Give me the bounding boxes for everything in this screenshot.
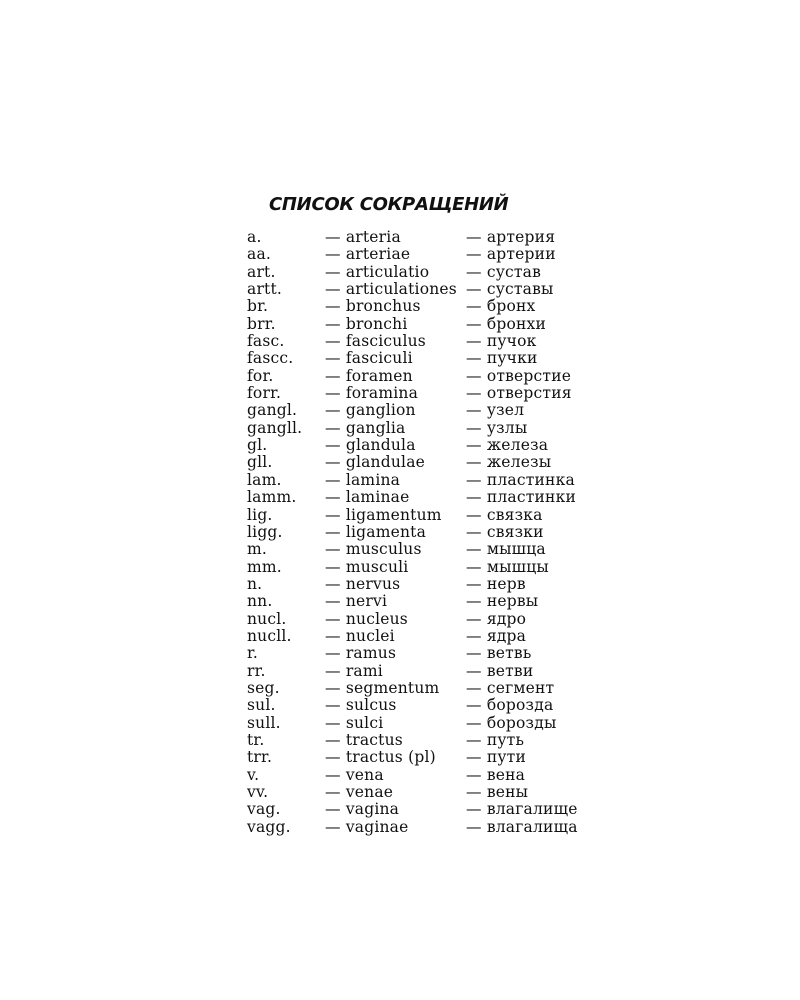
abbreviation-cell: tr. [247,730,265,749]
latin-term-cell: — vagina [325,800,400,819]
abbreviation-row [247,611,586,628]
abbreviation-cell: brr. [247,314,276,333]
russian-term-cell: — сегмент [466,678,555,697]
abbreviation-cell: forr. [247,384,282,403]
russian-term-cell: — нерв [466,574,526,593]
latin-term-cell: — foramen [325,366,413,385]
abbreviation-cell: lamm. [247,488,297,507]
abbreviation-cell: vag. [247,800,281,819]
latin-term-cell: — segmentum [325,678,440,697]
russian-term-cell: — узел [466,401,525,420]
russian-term-cell: — путь [466,730,525,749]
latin-term-cell: — nervi [325,592,388,611]
latin-term-cell: — musculus [325,540,422,559]
russian-term-cell: — отверстие [466,366,572,385]
abbreviation-row [247,246,586,263]
abbreviation-row [247,732,586,749]
russian-term-cell: — нервы [466,592,539,611]
abbreviation-row [247,472,586,489]
abbreviations-table [247,229,586,836]
abbreviation-cell: r. [247,644,259,663]
latin-term-cell: — venae [325,783,394,801]
latin-term-cell: — tractus (pl) [325,748,436,767]
russian-term-cell: — влагалища [466,817,578,836]
russian-term-cell: — железы [466,453,552,472]
latin-term-cell: — ligamenta [325,522,427,541]
russian-term-cell: — суставы [466,280,554,299]
russian-term-cell: — узлы [466,418,528,437]
russian-term-cell: — ядра [466,626,527,645]
abbreviation-row [247,524,586,541]
russian-term-cell: — ветвь [466,644,532,663]
russian-term-cell: — железа [466,436,549,455]
latin-term-cell: — glandulae [325,453,426,472]
russian-term-cell: — бронхи [466,314,547,333]
abbreviation-row [247,784,586,801]
abbreviation-row [247,628,586,645]
latin-term-cell: — bronchi [325,314,408,333]
latin-term-cell: — lamina [325,470,401,489]
abbreviation-row [247,541,586,558]
latin-term-cell: — ganglia [325,418,406,437]
latin-term-cell: — nuclei [325,626,395,645]
latin-term-cell: — articulationes [325,280,457,299]
abbreviation-cell: fasc. [247,332,285,351]
abbreviation-row [247,576,586,593]
latin-term-cell: — musculi [325,557,409,576]
russian-term-cell: — артерия [466,228,556,246]
russian-term-cell: — связка [466,505,543,524]
abbreviation-row [247,593,586,610]
abbreviation-row [247,298,586,315]
russian-term-cell: — мышца [466,540,546,559]
russian-term-cell: — пластинка [466,470,575,489]
latin-term-cell: — ramus [325,644,397,663]
abbreviation-row [247,801,586,818]
latin-term-cell: — tractus [325,730,403,749]
russian-term-cell: — мышцы [466,557,549,576]
abbreviation-cell: ligg. [247,522,283,541]
russian-term-cell: — ядро [466,609,527,628]
latin-term-cell: — articulatio [325,262,430,281]
abbreviation-row [247,489,586,506]
abbreviation-cell: aa. [247,245,272,264]
latin-term-cell: — fasciculi [325,349,413,368]
abbreviation-cell: v. [247,765,260,784]
abbreviation-cell: trr. [247,748,273,767]
latin-term-cell: — arteria [325,228,401,246]
abbreviation-cell: gangll. [247,418,303,437]
abbreviation-row [247,645,586,662]
russian-term-cell: — ветви [466,661,534,680]
abbreviation-row [247,715,586,732]
russian-term-cell: — пути [466,748,526,767]
abbreviation-row [247,385,586,402]
russian-term-cell: — бронх [466,297,536,316]
abbreviation-row [247,559,586,576]
abbreviation-cell: sull. [247,713,281,732]
latin-term-cell: — sulcus [325,696,397,715]
abbreviation-row [247,663,586,680]
abbreviation-cell: seg. [247,678,280,697]
page-title: СПИСОК СОКРАЩЕНИЙ [269,194,509,215]
russian-term-cell: — пучок [466,332,537,351]
abbreviation-cell: m. [247,540,268,559]
abbreviations-list [247,229,586,836]
russian-term-cell: — пластинки [466,488,576,507]
latin-term-cell: — fasciculus [325,332,426,351]
russian-term-cell: — артерии [466,245,556,264]
latin-term-cell: — glandula [325,436,416,455]
abbreviation-cell: gl. [247,436,268,455]
abbreviation-cell: mm. [247,557,282,576]
abbreviation-row [247,697,586,714]
latin-term-cell: — ligamentum [325,505,442,524]
latin-term-cell: — vena [325,765,384,784]
abbreviation-cell: vv. [247,783,269,801]
abbreviation-cell: lig. [247,505,273,524]
abbreviation-cell: nucll. [247,626,292,645]
abbreviation-cell: lam. [247,470,282,489]
russian-term-cell: — пучки [466,349,538,368]
abbreviation-row [247,507,586,524]
abbreviation-cell: gangl. [247,401,298,420]
abbreviation-cell: n. [247,574,263,593]
russian-term-cell: — влагалище [466,800,578,819]
abbreviation-row [247,350,586,367]
abbreviation-row [247,420,586,437]
abbreviation-cell: rr. [247,661,266,680]
russian-term-cell: — борозда [466,696,554,715]
latin-term-cell: — vaginae [325,817,409,836]
abbreviation-row [247,454,586,471]
latin-term-cell: — foramina [325,384,419,403]
latin-term-cell: — arteriae [325,245,411,264]
latin-term-cell: — rami [325,661,383,680]
abbreviation-row [247,437,586,454]
russian-term-cell: — вены [466,783,529,801]
abbreviation-cell: sul. [247,696,276,715]
abbreviation-cell: br. [247,297,269,316]
russian-term-cell: — сустав [466,262,542,281]
abbreviation-row [247,680,586,697]
russian-term-cell: — отверстия [466,384,572,403]
abbreviation-cell: a. [247,228,262,246]
abbreviation-cell: artt. [247,280,283,299]
russian-term-cell: — борозды [466,713,557,732]
latin-term-cell: — laminae [325,488,410,507]
latin-term-cell: — ganglion [325,401,416,420]
abbreviation-row [247,749,586,766]
abbreviation-cell: nucl. [247,609,287,628]
abbreviation-cell: fascc. [247,349,294,368]
abbreviation-row [247,368,586,385]
abbreviation-row [247,402,586,419]
abbreviation-row [247,316,586,333]
abbreviation-row [247,819,586,836]
abbreviation-cell: for. [247,366,274,385]
russian-term-cell: — вена [466,765,526,784]
latin-term-cell: — nucleus [325,609,408,628]
abbreviation-row [247,333,586,350]
abbreviation-cell: gll. [247,453,273,472]
abbreviation-cell: nn. [247,592,273,611]
latin-term-cell: — bronchus [325,297,421,316]
abbreviation-cell: art. [247,262,276,281]
abbreviation-row [247,281,586,298]
latin-term-cell: — sulci [325,713,384,732]
abbreviation-row [247,264,586,281]
abbreviation-row [247,767,586,784]
abbreviation-cell: vagg. [247,817,291,836]
abbreviation-row [247,229,586,246]
latin-term-cell: — nervus [325,574,401,593]
russian-term-cell: — связки [466,522,544,541]
